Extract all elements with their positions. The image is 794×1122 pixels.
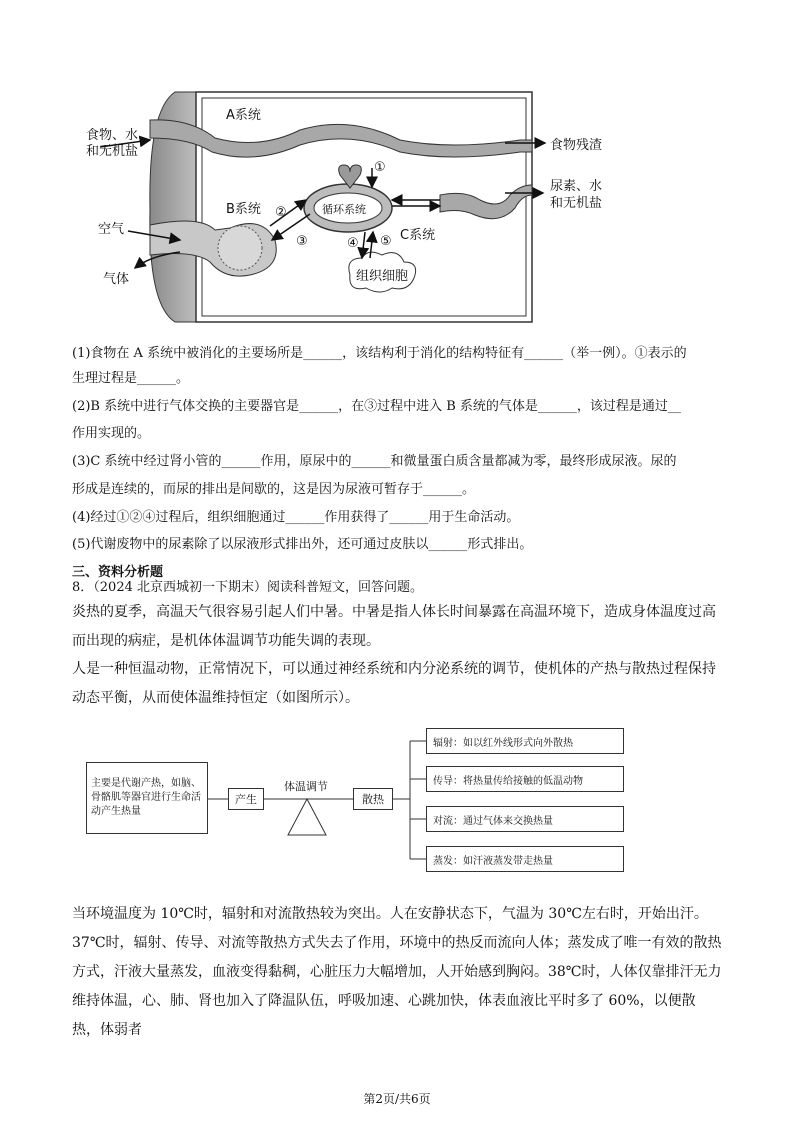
question-1-line-2: 生理过程是______。 <box>72 371 190 386</box>
intro-paragraph-1: 炎热的夏季，高温天气很容易引起人们中暑。中暑是指人体长时间暴露在高温环境下，造成身体温度过高而出现的病症，是机体体温调节功能失调的表现。 <box>72 604 716 649</box>
body-systems-diagram <box>0 0 794 330</box>
label-b-system: B系统 <box>226 202 261 217</box>
marker-1: ① <box>374 160 386 175</box>
question-2-line-1: (2)B 系统中进行气体交换的主要器官是______，在③过程中进入 B 系统的气体是______，该过程是通过__ <box>72 399 681 414</box>
method-radiation: 辐射：如以红外线形式向外散热 <box>433 737 573 749</box>
label-circulation: 循环系统 <box>322 203 366 216</box>
marker-3: ③ <box>296 234 308 249</box>
question-3-line-2: 形成是连续的，而尿的排出是间歇的，这是因为尿液可暂存于______。 <box>72 482 476 497</box>
regulation-label: 体温调节 <box>284 780 328 793</box>
method-convection-box <box>426 806 624 832</box>
question-4: (4)经过①②④过程后，组织细胞通过______作用获得了______用于生命活动。 <box>72 510 520 525</box>
method-radiation-box <box>426 728 624 754</box>
method-convection: 对流：通过气体来交换热量 <box>433 815 553 827</box>
question-3-line-1: (3)C 系统中经过肾小管的______作用，原尿中的______和微量蛋白质含量都减为零，最终形成尿液。尿的 <box>72 454 677 469</box>
heat-source-text: 主要是代谢产热，如脑、骨骼肌等器官进行生命活动产生热量 <box>91 778 201 817</box>
method-conduction: 传导：将热量传给接触的低温动物 <box>433 775 583 787</box>
question-5: (5)代谢废物中的尿素除了以尿液形式排出外，还可通过皮肤以______形式排出。 <box>72 537 533 552</box>
dissipate-box <box>353 788 393 810</box>
method-evaporation: 蒸发：如汗液蒸发带走热量 <box>433 855 553 867</box>
question-1-line-1: (1)食物在 A 系统中被消化的主要场所是______，该结构利于消化的结构特征有______（举一例）。①表示的 <box>72 346 687 361</box>
label-a-system: A系统 <box>226 108 261 123</box>
intro-paragraph-2: 人是一种恒温动物，正常情况下，可以通过神经系统和内分泌系统的调节，使机体的产热与散热过程保持动态平衡，从而使体温维持恒定（如图所示）。 <box>72 661 716 706</box>
label-c-system: C系统 <box>400 228 436 243</box>
label-urea-1: 尿素、水 <box>550 179 603 194</box>
section-title: 三、资料分析题 <box>72 565 164 580</box>
marker-2: ② <box>275 205 287 220</box>
final-paragraph: 当环境温度为 10℃时，辐射和对流散热较为突出。人在安静状态下，气温为 30℃左右时，开始出汗。37℃时，辐射、传导、对流等散热方式失去了作用，环境中的热反而流向人体；蒸发成了唯一有效的散热方式，汗液大量蒸发，血液变得黏稠，心脏压力大幅增加，人开始感到胸闷。38℃时，人体仅靠排汗无力维持体温，心、肺、肾也加入了降温队伍，呼吸加速、心跳加快，体表血液比平时多了 60%，以便散热，体弱者 <box>72 906 722 1038</box>
thermoregulation-diagram <box>0 720 794 880</box>
question-8-header: 8．（2024 北京西城初一下期末）阅读科普短文，回答问题。 <box>72 580 423 595</box>
method-evaporation-box <box>426 846 624 872</box>
page-footer: 第2页/共6页 <box>363 1092 431 1106</box>
label-food-residue: 食物残渣 <box>550 138 603 153</box>
heat-source-box <box>86 762 208 834</box>
label-gas: 气体 <box>103 272 130 287</box>
label-tissue-cells: 组织细胞 <box>356 269 409 284</box>
dissipate-text: 散热 <box>362 793 384 806</box>
method-conduction-box <box>426 766 624 792</box>
question-2-line-2: 作用实现的。 <box>72 426 151 441</box>
label-air: 空气 <box>98 222 125 237</box>
marker-5: ⑤ <box>380 234 392 249</box>
produce-box <box>228 788 264 810</box>
label-urea-2: 和无机盐 <box>550 196 603 211</box>
label-food-water-2: 和无机盐 <box>86 144 139 159</box>
marker-4: ④ <box>347 236 359 251</box>
label-food-water-1: 食物、水 <box>86 128 139 143</box>
produce-text: 产生 <box>235 793 257 806</box>
